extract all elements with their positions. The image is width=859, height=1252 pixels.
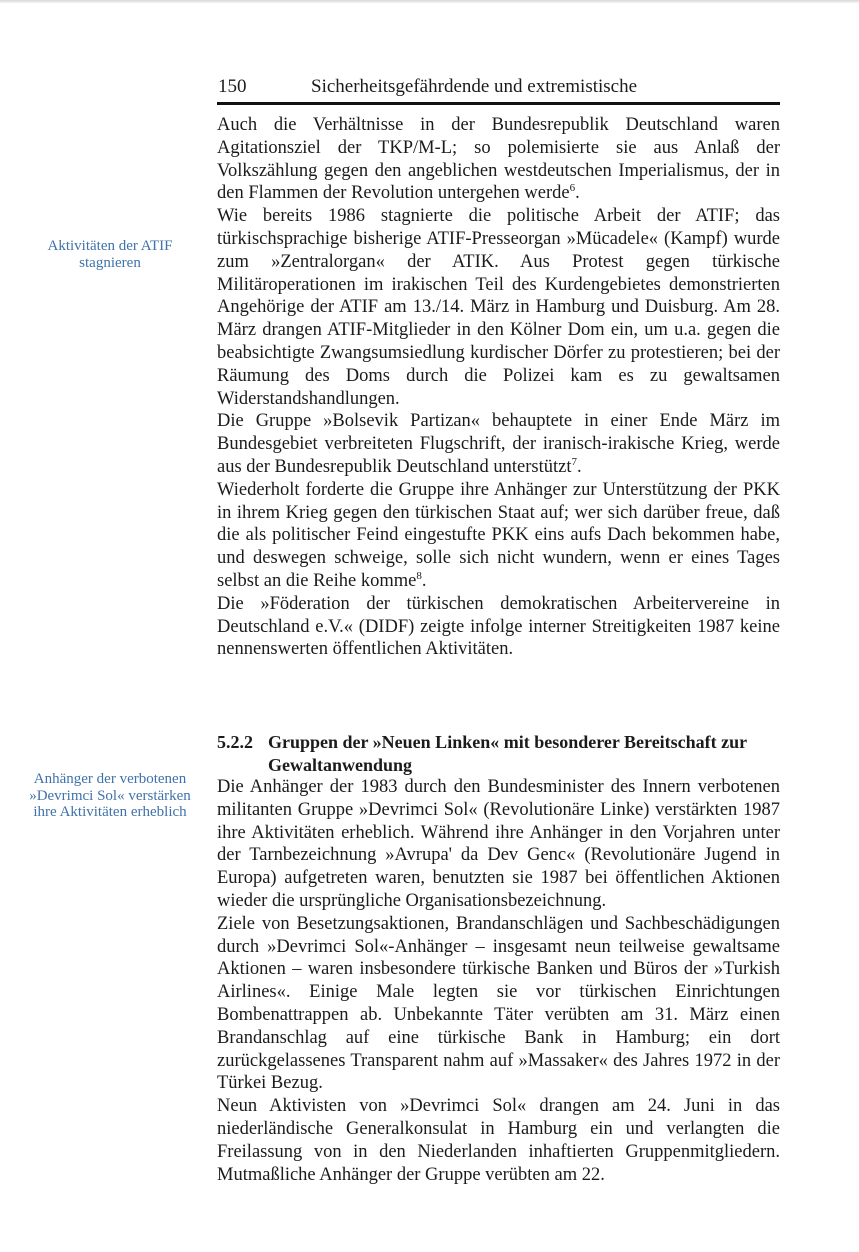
paragraph: Auch die Verhältnisse in der Bundesrepublik Deutschland waren Agitationsziel der TKP/M-L; so polemisierte sie aus Anlaß der Volkszählung gegen den angeblichen westdeutschen Imperialismus, der in den Flammen der Revolution untergehen werde$^6$.: [217, 115, 780, 204]
page-header: [217, 76, 780, 105]
footnote-marker: 8: [416, 569, 422, 582]
section-heading: [217, 731, 780, 776]
footnote-marker: 7: [571, 455, 577, 468]
section-title: Gruppen der »Neuen Linken« mit besonderer Bereitschaft zur Gewaltanwendung: [268, 732, 747, 775]
margin-note-atif: Aktivitäten der ATIF stagnieren: [47, 238, 173, 271]
paragraph: Ziele von Besetzungsaktionen, Brandanschlägen und Sachbeschädigungen durch »Devrimci Sol«-Anhänger – insgesamt neun teilweise gewaltsame Aktionen – waren insbesondere türkische Banken und Büros der »Turkish Airlines«. Einige Male legten sie vor türkischen Einrichtungen Bombenattrappen ab. Unbekannte Täter verübten am 31. März einen Brandanschlag auf eine türkische Bank in Hamburg; ein dort zurückgelassenes Transparent nahm auf »Massaker« des Jahres 1972 in der Türkei Bezug.: [217, 913, 780, 1094]
footnote-marker: 6: [569, 182, 576, 195]
section-1-body: [217, 114, 780, 661]
margin-note-devrimci-sol: Anhänger der verbotenen »Devrimci Sol« verstärken ihre Aktivitäten erheblich: [29, 771, 191, 820]
running-title: Sicherheitsgefährdende und extremistische: [311, 76, 638, 97]
paragraph: Wiederholt forderte die Gruppe ihre Anhänger zur Unterstützung der PKK in ihrem Krieg gegen den türkischen Staat auf; wer sich darüber freue, daß die als politischer Feind eingestufte PKK eins aufs Dach bekommen habe, und deswegen schweige, solle sich nicht wundern, wenn er eines Tages selbst an die Reihe komme$^8$.: [217, 479, 780, 591]
section-number: 5.2.2: [217, 732, 253, 752]
section-2-body: [217, 776, 780, 1186]
paragraph: Die Anhänger der 1983 durch den Bundesminister des Innern verbotenen militanten Gruppe »Devrimci Sol« (Revolutionäre Linke) verstärkten 1987 ihre Aktivitäten erheblich. Während ihre Anhänger in den Vorjahren unter der Tarnbezeichnung »Avrupa' da Dev Genc« (Revolutionäre Jugend in Europa) aufgetreten waren, benutzten sie 1987 bei öffentlichen Aktionen wieder die ursprüngliche Organisationsbezeichnung.: [217, 777, 780, 911]
paragraph: Neun Aktivisten von »Devrimci Sol« drangen am 24. Juni in das niederländische Generalkonsulat in Hamburg ein und verlangten die Freilassung von in den Niederlanden inhaftierten Gruppenmitgliedern. Mutmaßliche Anhänger der Gruppe verübten am 22.: [217, 1096, 780, 1185]
paragraph: Die Gruppe »Bolsevik Partizan« behauptete in einer Ende März im Bundesgebiet verbreiteten Flugschrift, der iranisch-irakische Krieg, werde aus der Bundesrepublik Deutschland unterstützt$^7$.: [217, 411, 780, 477]
page-number: 150: [218, 76, 247, 97]
page-top-edge: [0, 0, 859, 3]
paragraph: Wie bereits 1986 stagnierte die politische Arbeit der ATIF; das türkischsprachige bisherige ATIF-Presseorgan »Mücadele« (Kampf) wurde zum »Zentralorgan« der ATIK. Aus Protest gegen türkische Militäroperationen im irakischen Teil des Kurdengebietes demonstrierten Angehörige der ATIF am 13./14. März in Hamburg und Duisburg. Am 28. März drangen ATIF-Mitglieder in den Kölner Dom ein, um u.a. gegen die beabsichtigte Zwangsumsiedlung kurdischer Dörfer zu protestieren; bei der Räumung des Doms durch die Polizei kam es zu gewaltsamen Widerstandshandlungen.: [217, 206, 780, 409]
paragraph: Die »Föderation der türkischen demokratischen Arbeitervereine in Deutschland e.V.« (DIDF) zeigte infolge interner Streitigkeiten 1987 keine nennenswerten öffentlichen Aktivitäten.: [217, 593, 780, 660]
